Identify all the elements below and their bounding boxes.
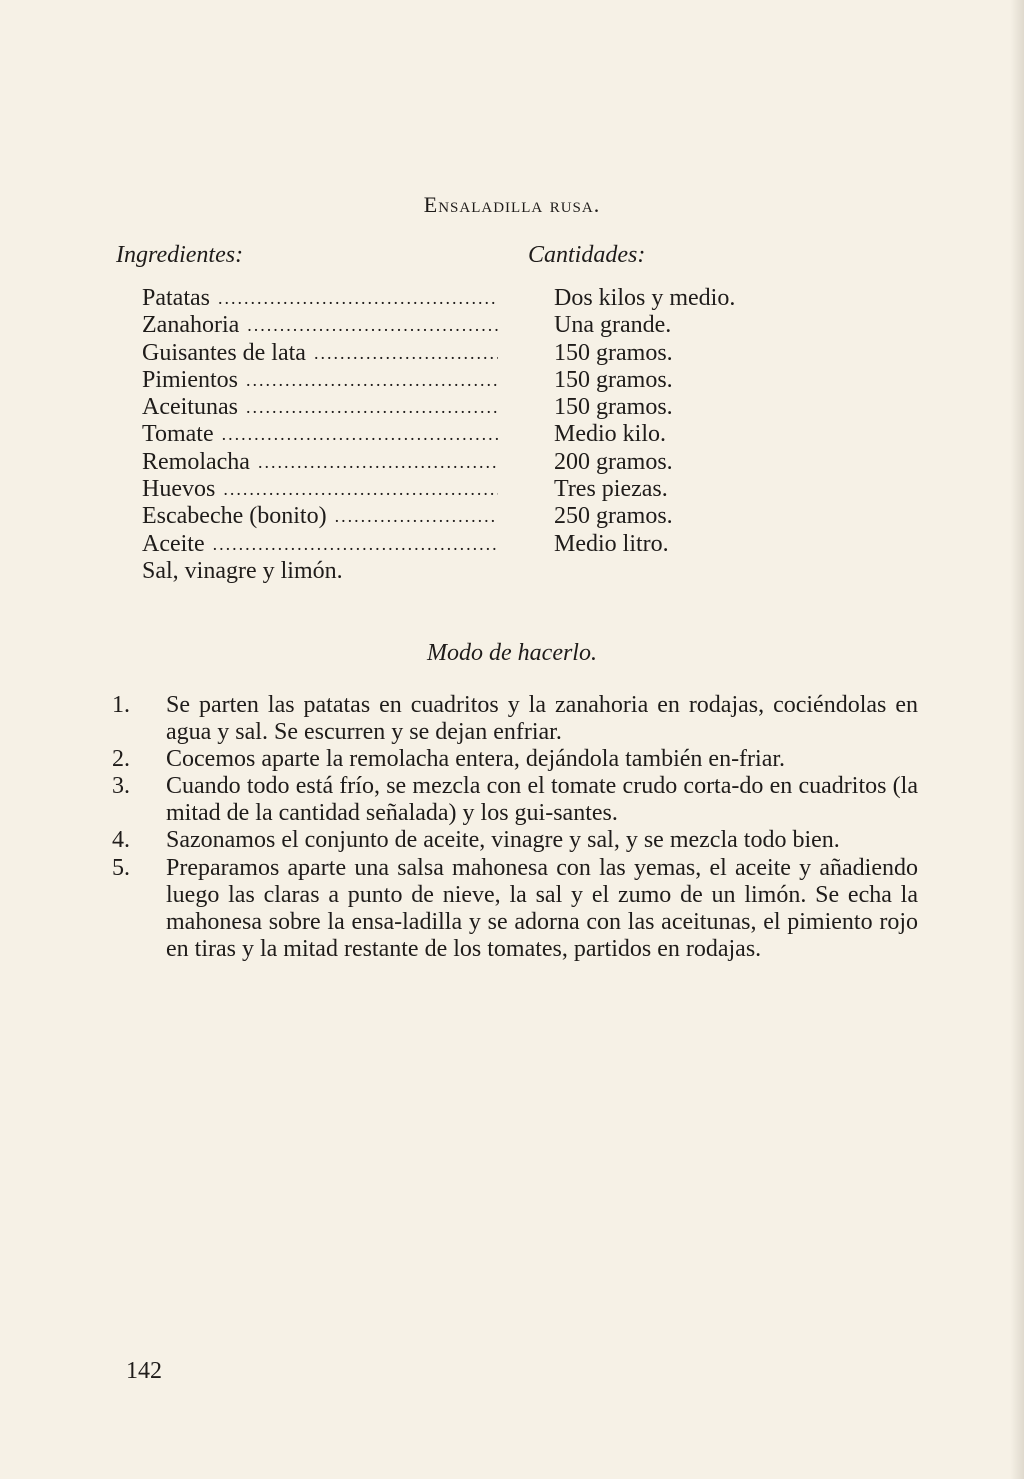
leader-dots [314,340,498,367]
ingredient-row [142,340,498,367]
leader-dots [335,503,498,530]
ingredient-row [142,449,498,476]
recipe-title: Ensaladilla rusa. [423,192,601,217]
ingredient-name: Huevos [142,476,216,503]
step-number: 5. [112,854,130,881]
step-text: Se parten las patatas en cuadritos y la zanahoria en rodajas, cociéndolas en agua y sal. Se escurren y se dejan enfriar. [166,692,918,746]
leader-dots [223,476,498,503]
ingredient-name: Tomate [142,421,214,448]
ingredient-row [142,531,498,558]
quantity-value: Medio kilo. [554,421,666,448]
step-number: 2. [112,746,130,773]
quantity-value: Dos kilos y medio. [554,285,736,311]
step-item [112,855,918,963]
ingredient-row [142,503,498,530]
quantity-value: 150 gramos. [554,394,673,421]
quantity-value: Tres piezas. [554,476,668,503]
quantities-heading: Cantidades: [528,242,646,268]
leader-dots [247,312,498,339]
leader-dots [222,421,498,448]
ingredient-row [142,312,498,339]
ingredient-name: Escabeche (bonito) [142,503,327,530]
method-heading: Modo de hacerlo. [427,640,597,666]
ingredient-name: Guisantes de lata [142,339,306,366]
step-item [112,692,918,746]
ingredient-row [142,285,498,312]
ingredient-name: Pimientos [142,366,239,393]
quantity-value: 150 gramos. [554,339,673,366]
step-item [112,773,918,827]
ingredient-name: Remolacha [142,448,250,475]
quantity-value: 250 gramos. [554,503,673,530]
leader-dots [213,531,498,558]
quantity-value: 150 gramos. [554,366,673,393]
step-number: 3. [112,773,130,800]
quantity-value: 200 gramos. [554,448,673,475]
ingredient-row [142,367,498,394]
step-text: Cuando todo está frío, se mezcla con el tomate crudo corta-do en cuadritos (la mitad de la cantidad señalada) y los gui-santes. [166,773,918,827]
ingredient-name: Patatas [142,285,210,311]
leader-dots [246,394,498,421]
leader-dots [246,367,498,394]
ingredient-row-last [142,558,498,585]
step-text: Preparamos aparte una salsa mahonesa con las yemas, el aceite y añadiendo luego las claras a punto de nieve, la sal y el zumo de un limón. Se echa la mahonesa sobre la ensa-ladilla y se adorna con las aceitunas, el pimiento rojo en tiras y la mitad restante de los tomates, partidos en rodajas. [166,854,918,962]
ingredient-row [142,421,498,448]
leader-dots [218,285,498,312]
ingredients-heading: Ingredientes: [116,242,244,268]
ingredient-name: Zanahoria [142,312,240,339]
step-number: 1. [112,692,130,718]
quantities-list [554,285,735,558]
step-item [112,746,918,773]
step-text: Sazonamos el conjunto de aceite, vinagre y sal, y se mezcla todo bien. [166,827,840,854]
ingredient-row [142,476,498,503]
quantity-value: Medio litro. [554,530,669,557]
step-number: 4. [112,827,130,854]
ingredients-list [142,285,498,585]
page-edge-shadow [1010,0,1024,1479]
ingredient-name: Sal, vinagre y limón. [142,557,343,584]
method-steps [112,692,918,963]
step-text: Cocemos aparte la remolacha entera, dejándola también en-friar. [166,746,786,773]
step-item [112,827,918,854]
quantity-value: Una grande. [554,312,672,339]
leader-dots [258,449,498,476]
ingredient-name: Aceitunas [142,394,238,421]
ingredient-row [142,394,498,421]
page-number: 142 [126,1358,162,1384]
ingredient-name: Aceite [142,530,205,557]
